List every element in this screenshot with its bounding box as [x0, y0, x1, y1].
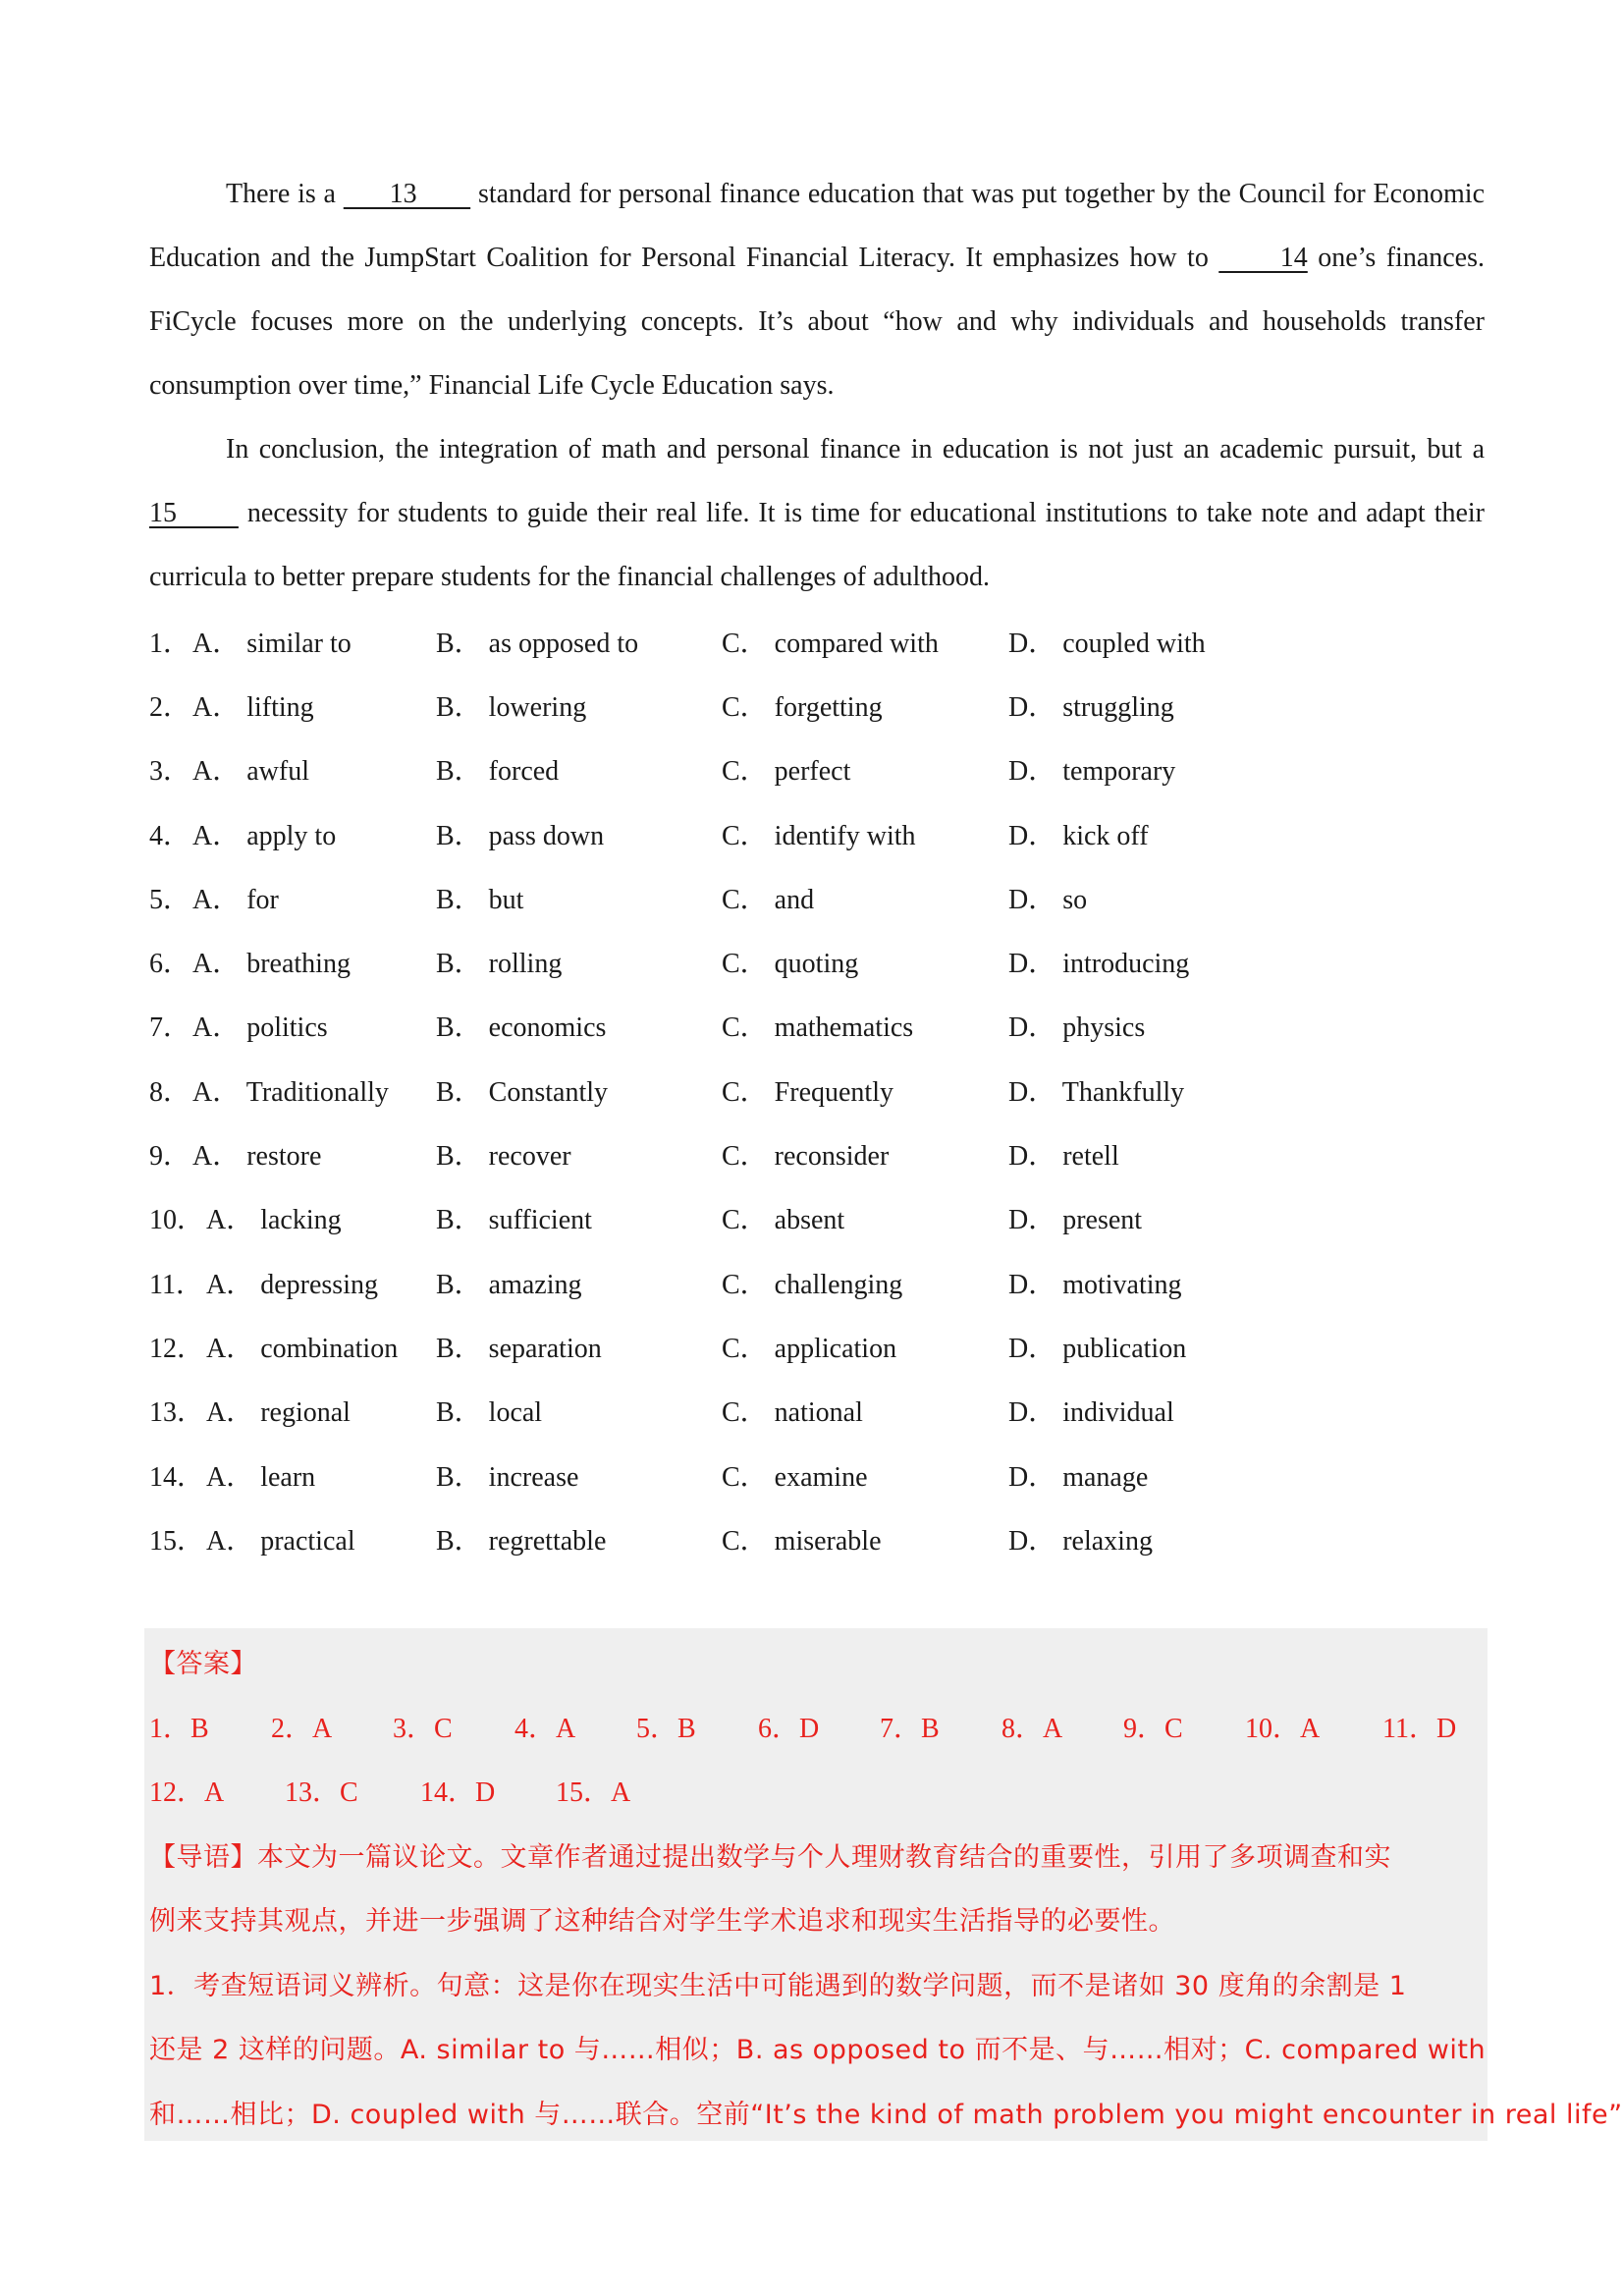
question-number: 9． — [149, 1141, 191, 1173]
answer-key-item: 4．A — [514, 1713, 576, 1744]
question-row — [149, 801, 1485, 865]
paragraph-text: necessity for students to guide their real life. It is time for educational institutions to take note and adapt their curricula to better prepare students for the financial challenges of adulthood. — [149, 498, 1486, 592]
option-b: B． separation — [436, 1333, 602, 1364]
question-row — [149, 1379, 1485, 1443]
option-b: B． regrettable — [436, 1525, 607, 1557]
option-d: D． coupled with — [1008, 628, 1206, 659]
option-d: D． publication — [1008, 1333, 1187, 1364]
blank-15: 15 — [149, 498, 239, 528]
option-c: C． examine — [722, 1461, 868, 1493]
option-c: C． challenging — [722, 1269, 903, 1300]
option-b: B． Constantly — [436, 1076, 609, 1108]
paragraph-text: one’s finances. FiCycle focuses more on the underlying concepts. It’s about “how and why individuals and households transfer consumption over time,” Financial Life Cycle Education says. — [149, 243, 1486, 401]
option-d: D． struggling — [1008, 691, 1174, 723]
question-number: 6． — [149, 949, 191, 980]
option-d: D． relaxing — [1008, 1525, 1153, 1557]
option-d: D． retell — [1008, 1141, 1119, 1173]
question-row — [149, 1506, 1485, 1570]
option-c: C． quoting — [722, 949, 859, 980]
option-b: B． increase — [436, 1461, 579, 1493]
option-b: B． pass down — [436, 820, 605, 851]
option-a: A． similar to — [192, 628, 352, 659]
question-number: 8． — [149, 1076, 191, 1108]
answer-key-row-2 — [149, 1761, 1478, 1826]
option-b: B． economics — [436, 1012, 607, 1044]
option-d: D． temporary — [1008, 756, 1176, 788]
answer-key-item: 9．C — [1123, 1713, 1183, 1744]
question-number: 5． — [149, 884, 191, 915]
question-row — [149, 1250, 1485, 1314]
option-b: B． rolling — [436, 949, 563, 980]
blank-13: 13 — [343, 179, 471, 209]
answer-key-item: 6．D — [758, 1713, 820, 1744]
option-d: D． kick off — [1008, 820, 1149, 851]
answer-key-item: 8．A — [1001, 1713, 1063, 1744]
option-c: C． perfect — [722, 756, 851, 788]
option-a: A． politics — [192, 1012, 328, 1044]
answer-key-item: 15．A — [556, 1777, 631, 1808]
question-number: 2． — [149, 691, 191, 723]
option-c: C． reconsider — [722, 1141, 890, 1173]
question-row — [149, 994, 1485, 1058]
answer-key-item: 12．A — [149, 1777, 225, 1808]
answer-key-item: 11．D — [1382, 1713, 1457, 1744]
option-c: C． application — [722, 1333, 897, 1364]
question-list — [149, 609, 1485, 1570]
question-number: 4． — [149, 820, 191, 851]
question-row — [149, 1186, 1485, 1250]
question-row — [149, 1058, 1485, 1121]
option-d: D． so — [1008, 884, 1088, 915]
option-a: A． awful — [192, 756, 309, 788]
option-a: A． combination — [206, 1333, 399, 1364]
option-c: C． compared with — [722, 628, 939, 659]
option-a: A． lacking — [206, 1205, 342, 1236]
answer-key-item: 5．B — [636, 1713, 696, 1744]
option-d: D． motivating — [1008, 1269, 1182, 1300]
question-row — [149, 673, 1485, 737]
explanation-line-2: 还是 2 这样的问题。A. similar to 与……相似；B. as opposed to 而不是、与……相对；C. compared with — [149, 2035, 1487, 2065]
question-number: 13． — [149, 1397, 205, 1429]
option-a: A． for — [192, 884, 279, 915]
option-a: A． breathing — [192, 949, 351, 980]
answer-key-item: 1．B — [149, 1713, 209, 1744]
question-row — [149, 1443, 1485, 1506]
paragraph-text: In conclusion, the integration of math and personal finance in education is not just an academic pursuit, but a — [226, 434, 1485, 465]
answer-key-item: 7．B — [880, 1713, 940, 1744]
question-number: 15． — [149, 1525, 205, 1557]
document-page — [149, 162, 1485, 1570]
question-number: 14． — [149, 1461, 205, 1493]
answer-section — [144, 1628, 1623, 2141]
answer-key-item: 13．C — [285, 1777, 358, 1808]
question-number: 11． — [149, 1269, 203, 1300]
explanation-line-3: 和……相比；D. coupled with 与……联合。空前“It’s the kind of math problem you might encounter in real life” — [149, 2099, 1623, 2130]
answer-key-item: 14．D — [420, 1777, 496, 1808]
question-row — [149, 738, 1485, 801]
option-a: A． lifting — [192, 691, 314, 723]
option-b: B． local — [436, 1397, 543, 1429]
option-a: A． restore — [192, 1141, 322, 1173]
question-row — [149, 1121, 1485, 1185]
option-c: C． national — [722, 1397, 863, 1429]
answer-key-row-1 — [149, 1697, 1478, 1762]
option-c: C． Frequently — [722, 1076, 893, 1108]
question-row — [149, 865, 1485, 929]
option-b: B． lowering — [436, 691, 587, 723]
option-d: D． physics — [1008, 1012, 1146, 1044]
question-number: 10． — [149, 1205, 205, 1236]
option-a: A． learn — [206, 1461, 316, 1493]
question-number: 1． — [149, 628, 191, 659]
option-a: A． Traditionally — [192, 1076, 389, 1108]
option-d: D． present — [1008, 1205, 1143, 1236]
option-b: B． as opposed to — [436, 628, 639, 659]
guide-line-1 — [149, 1826, 1478, 1890]
option-c: C． mathematics — [722, 1012, 914, 1044]
option-d: D． manage — [1008, 1461, 1149, 1493]
question-row — [149, 1314, 1485, 1378]
option-a: A． practical — [206, 1525, 355, 1557]
question-number: 12． — [149, 1333, 205, 1364]
passage-paragraph-2 — [149, 417, 1485, 609]
guide-label: 【导语】 — [149, 1841, 257, 1873]
option-a: A． apply to — [192, 820, 337, 851]
guide-text: 本文为一篇议论文。文章作者通过提出数学与个人理财教育结合的重要性，引用了多项调查和实 — [257, 1841, 1391, 1873]
option-b: B． but — [436, 884, 524, 915]
option-b: B． recover — [436, 1141, 571, 1173]
option-a: A． depressing — [206, 1269, 378, 1300]
option-c: C． forgetting — [722, 691, 883, 723]
question-number: 3． — [149, 756, 191, 788]
explanation-line-1: 1．考查短语词义辨析。句意：这是你在现实生活中可能遇到的数学问题，而不是诸如 30 度角的余割是 1 — [149, 1970, 1407, 2001]
paragraph-text: standard for personal finance education that was put together by the Council for Economic Education and the JumpStart Coalition for Personal Financial Literacy. It emphasizes how to — [149, 179, 1485, 273]
option-c: C． identify with — [722, 820, 916, 851]
option-c: C． absent — [722, 1205, 845, 1236]
option-d: D． Thankfully — [1008, 1076, 1185, 1108]
option-d: D． introducing — [1008, 949, 1190, 980]
option-d: D． individual — [1008, 1397, 1174, 1429]
blank-14: 14 — [1218, 243, 1308, 273]
option-c: C． and — [722, 884, 815, 915]
guide-line-2: 例来支持其观点，并进一步强调了这种结合对学生学术追求和现实生活指导的必要性。 — [149, 1906, 1175, 1937]
option-b: B． forced — [436, 756, 560, 788]
paragraph-text: There is a — [226, 179, 344, 209]
option-a: A． regional — [206, 1397, 351, 1429]
option-b: B． amazing — [436, 1269, 582, 1300]
answer-key-item: 2．A — [271, 1713, 333, 1744]
answer-heading: 【答案】 — [149, 1649, 257, 1679]
question-row — [149, 929, 1485, 993]
answer-key-item: 10．A — [1245, 1713, 1321, 1744]
option-c: C． miserable — [722, 1525, 882, 1557]
answer-key-item: 3．C — [393, 1713, 453, 1744]
option-b: B． sufficient — [436, 1205, 592, 1236]
passage-paragraph-1 — [149, 162, 1485, 417]
question-number: 7． — [149, 1012, 191, 1044]
question-row — [149, 609, 1485, 673]
